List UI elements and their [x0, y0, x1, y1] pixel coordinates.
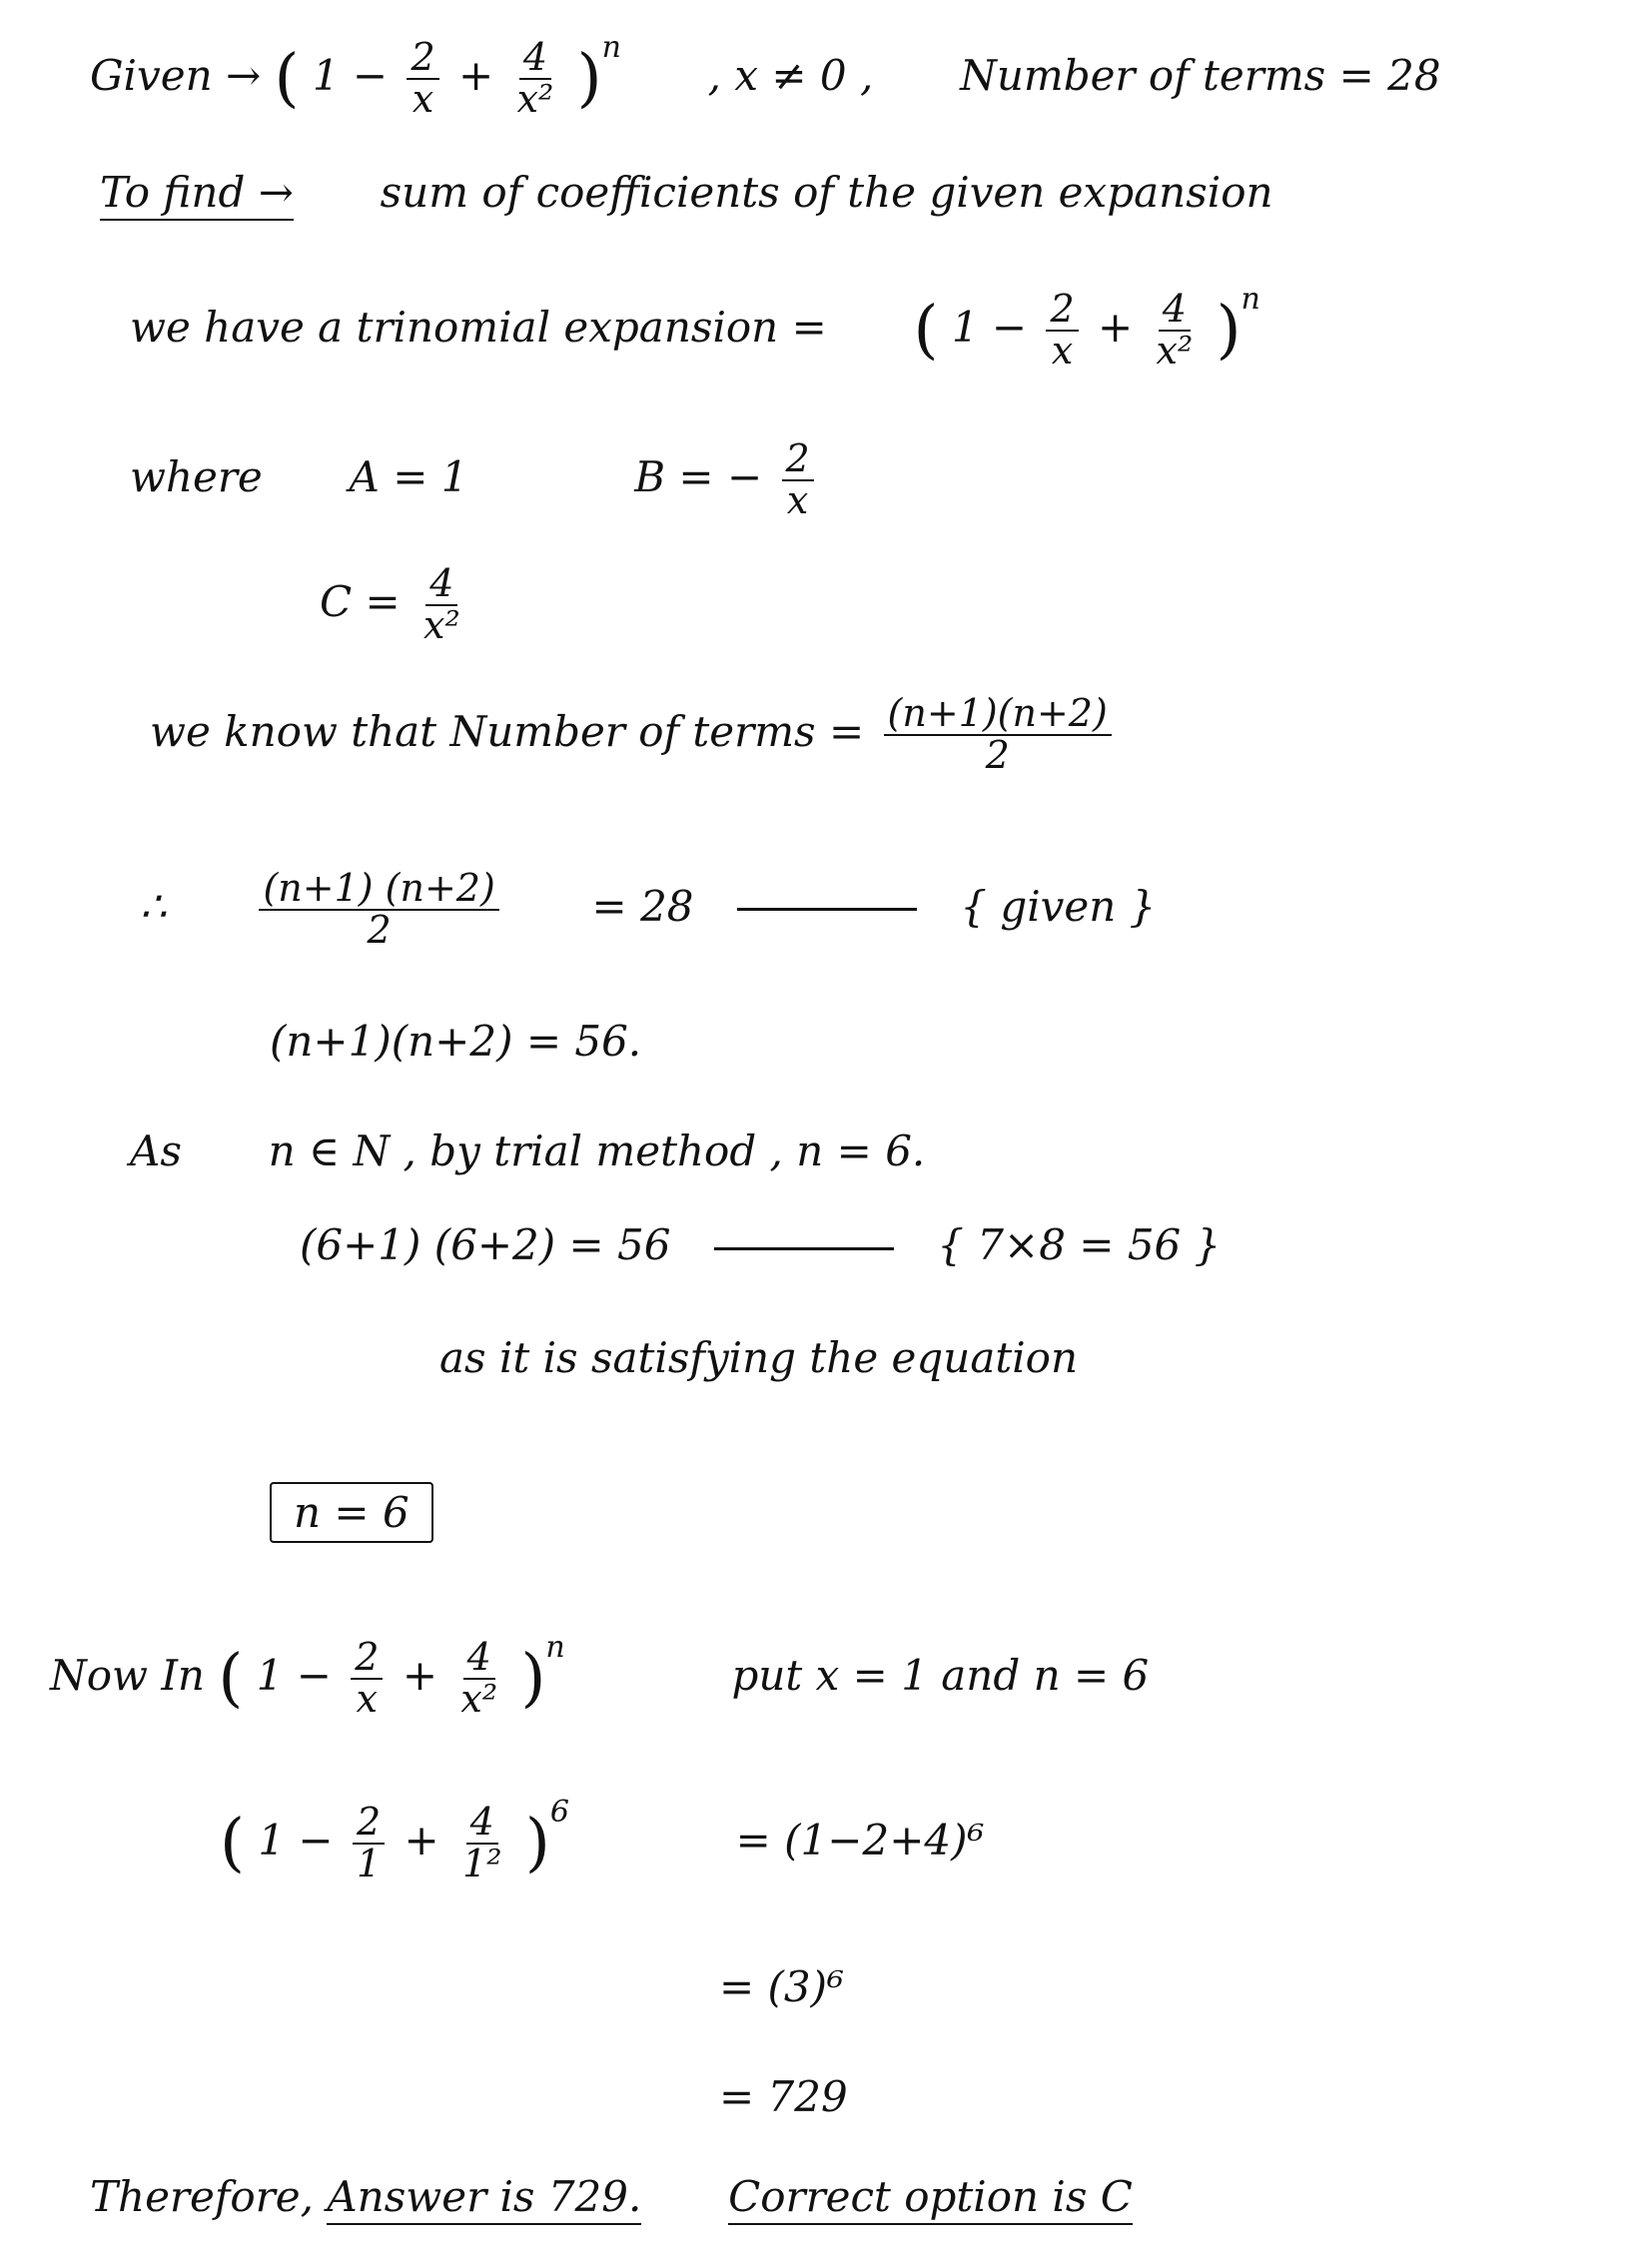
therefore-symbol: ∴ [140, 881, 167, 931]
check-note: { 7×8 = 56 } [937, 1220, 1222, 1269]
formula-fraction: $\frac{(n+1)(n+2)}{2}$ [884, 694, 1112, 776]
given-label: Given → [90, 50, 262, 100]
given-f1-num: 2 [407, 38, 438, 80]
given-condition: , x ≠ 0 , [707, 50, 874, 100]
left-paren: ( [274, 41, 300, 116]
final-option: Correct option is C [728, 2172, 1133, 2225]
given-f2-num: 4 [519, 38, 551, 80]
boxed-result: n = 6 [270, 1482, 433, 1543]
trinomial-fraction-2: $\frac{4}{\text{x²}}$ [1156, 287, 1194, 373]
given-f2-den: x² [516, 76, 554, 121]
trinomial-one: 1 − [951, 302, 1028, 352]
now-fraction-2: $\frac{4}{\text{x²}}$ [460, 1635, 498, 1721]
equation-1-fraction: $\frac{(n+1) (n+2)}{2}$ [259, 869, 498, 951]
boxed-result-line [270, 1488, 433, 1538]
trial-line [130, 1127, 925, 1176]
where-label: where [130, 451, 263, 501]
equation-1-line [140, 866, 1157, 952]
given-power: n [601, 30, 621, 65]
trinomial-line: we have a trinomial expansion = ( 1 − $\frac{2}{x}$ + $\frac{4}{\text{x²}}$ )$^n$ [130, 282, 1260, 373]
to-find-text: sum of coefficients of the given expansion [380, 168, 1273, 217]
equation-2-text: (n+1)(n+2) = 56. [270, 1017, 642, 1066]
given-line [90, 30, 1441, 121]
equation-1-rhs: = 28 [591, 881, 694, 931]
to-find-label: To find → [100, 168, 294, 221]
step-3-text: = (3)⁶ [719, 1962, 844, 2011]
step-4-text: = 729 [719, 2072, 848, 2121]
to-find-line [100, 168, 1273, 218]
equation-1-note: { given } [960, 881, 1157, 931]
now-put: put x = 1 and n = 6 [731, 1650, 1150, 1700]
given-one: 1 − [312, 50, 389, 100]
now-line: Now In ( 1 − $\frac{2}{x}$ + $\frac{4}{\text{x²}}$ )$^n$ put x = 1 and n = 6 [50, 1630, 1150, 1721]
given-fraction-1 [407, 35, 438, 121]
satisfy-text: as it is satisfying the equation [439, 1333, 1079, 1382]
where-c-fraction: $\frac{4}{\text{x²}}$ [423, 561, 460, 647]
trinomial-fraction-1: $\frac{2}{x}$ [1046, 290, 1078, 372]
formula-text: we know that Number of terms = [150, 706, 865, 756]
substitution-rhs: = (1−2+4)⁶ [735, 1815, 985, 1865]
now-label: Now In [50, 1650, 205, 1700]
given-f1-den: x [412, 76, 434, 121]
sub-fraction-1: $\frac{2}{1}$ [353, 1803, 385, 1884]
step-3-line [719, 1962, 844, 2012]
where-c: C = [320, 576, 401, 626]
trial-text: n ∈ N , by trial method , n = 6. [268, 1127, 926, 1175]
trinomial-power: n [1240, 282, 1260, 317]
given-terms: Number of terms = 28 [960, 50, 1441, 100]
where-b: B = − [634, 451, 763, 501]
check-text: (6+1) (6+2) = 56 [300, 1220, 671, 1269]
right-paren: ) [576, 41, 602, 116]
given-plus: + [458, 50, 494, 100]
long-dash-2 [714, 1247, 894, 1250]
trial-as: As [130, 1127, 182, 1175]
now-power: n [545, 1630, 565, 1665]
final-pre: Therefore, [90, 2172, 314, 2221]
where-b-fraction: $\frac{2}{x}$ [782, 439, 814, 521]
where-line [130, 436, 820, 522]
sub-fraction-2: $\frac{4}{\text{1²}}$ [462, 1800, 502, 1885]
given-fraction-2 [513, 35, 558, 121]
equation-2-line [270, 1017, 641, 1067]
trinomial-text: we have a trinomial expansion = [130, 302, 827, 352]
final-answer-line [90, 2172, 1133, 2222]
long-dash [737, 908, 917, 911]
c-line [320, 561, 470, 647]
where-a: A = 1 [349, 451, 468, 501]
satisfy-line [439, 1333, 1078, 1383]
now-fraction-1: $\frac{2}{x}$ [351, 1638, 383, 1720]
step-4-line [719, 2072, 848, 2122]
substitution-line: ( 1 − $\frac{2}{1}$ + $\frac{4}{\text{1²}}$ )$^6$ = (1−2+4)⁶ [220, 1795, 985, 1885]
sub-power: 6 [549, 1795, 569, 1830]
formula-line [150, 691, 1118, 777]
check-line [300, 1220, 1221, 1270]
final-answer: Answer is 729. [327, 2172, 641, 2225]
